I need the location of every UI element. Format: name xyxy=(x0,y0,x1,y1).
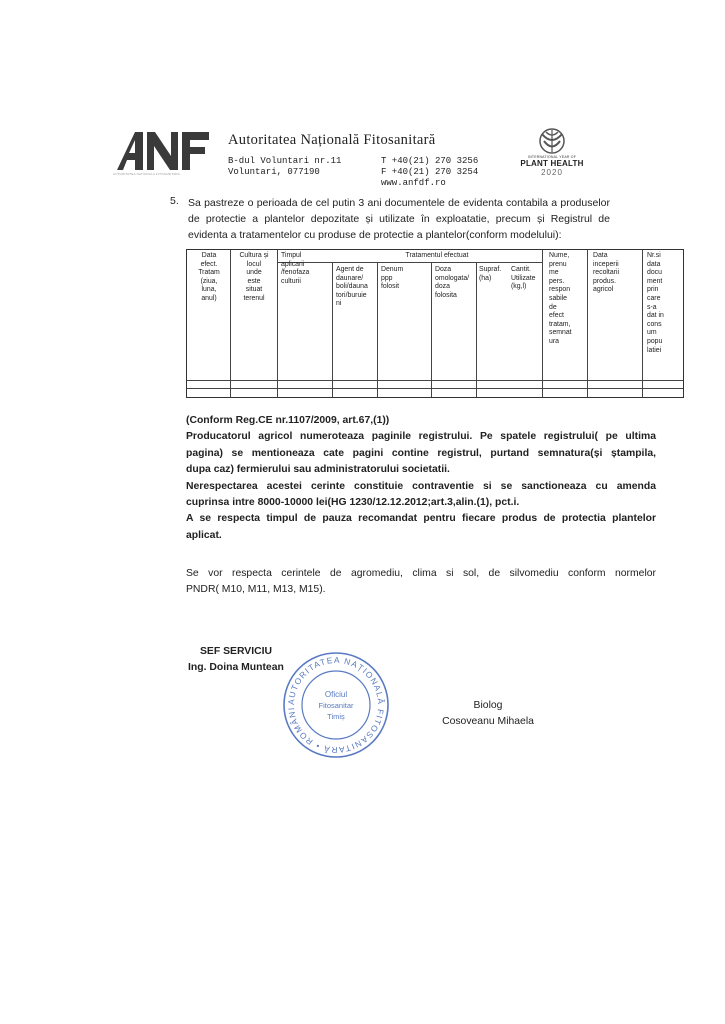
table-divider xyxy=(332,262,333,397)
table-divider xyxy=(431,262,432,397)
table-header-date: Data efect. Tratam (ziua, luna, anul) xyxy=(198,252,220,302)
agro-note-line: PNDR( M10, M11, M13, M15). xyxy=(186,584,326,596)
register-note-line: Producatorul agricol numeroteaza paginile registrului. Pe spatele registrului( pe ultima xyxy=(186,431,656,443)
logo-subtext: AUTORITATEA NATIONALA FITOSANITARA xyxy=(113,172,180,176)
plant-health-leaf-icon xyxy=(530,128,574,154)
pause-note-line: A se respecta timpul de pauza recomandat pentru fiecare produs de protectia plantelor xyxy=(186,513,656,525)
regulation-notes xyxy=(186,413,656,544)
item-5-line: Sa pastreze o perioada de cel putin 3 ani documentele de evidenta contabila a produselor xyxy=(188,197,610,209)
table-header-agent: Agent de daunare/ boli/dauna tori/buruie ni xyxy=(336,266,368,308)
plant-health-main: PLANT HEALTH xyxy=(520,159,584,168)
table-header-document: Nr.si data docu ment prin care s-a dat in cons um popu latiei xyxy=(647,252,664,354)
item-5-line: evidenta a tratamentelor cu produse de protectie a plantelor(conform modelului): xyxy=(188,229,562,241)
pause-note-line: aplicat. xyxy=(186,529,222,541)
stamp-ring-text: AUTORITATEA NAȚIONALĂ FITOSANITARĂ • ROMÂNI xyxy=(285,654,387,756)
table-header-surface: Supraf. (ha) xyxy=(479,266,502,282)
contact-block xyxy=(381,156,478,189)
table-divider xyxy=(277,250,278,397)
agro-note-line: Se vor respecta cerintele de agromediu, clima si sol, de silvomediu conform normelor xyxy=(186,568,656,579)
table-header-quantity: Cantit. Utilizate (kg,l) xyxy=(511,266,536,291)
address-line-1: B-dul Voluntari nr.11 xyxy=(228,156,342,166)
stamp-line-3: Timiș xyxy=(327,712,345,721)
treatment-register-table xyxy=(186,249,684,398)
item-5-text xyxy=(188,195,610,243)
table-header-treatment-group: Tratamentul efectuat xyxy=(405,252,469,259)
plant-health-badge xyxy=(512,155,592,178)
agro-environment-note xyxy=(186,566,656,599)
table-header-crop: Cultura și locul unde este situat terenul xyxy=(239,252,269,302)
signature-right-title: Biolog xyxy=(473,700,503,711)
table-header-harvest: Data inceperii recoltarii produs. agricol xyxy=(593,252,620,294)
phone-number: T +40(21) 270 3256 xyxy=(381,156,479,166)
signature-right xyxy=(428,698,548,730)
official-stamp xyxy=(282,651,390,759)
address-line-2: Voluntari, 077190 xyxy=(228,167,320,177)
signature-left-name: Ing. Doina Muntean xyxy=(188,662,284,673)
table-header-dose: Doza omologata/ doza folosita xyxy=(435,266,470,299)
signature-right-name: Cosoveanu Mihaela xyxy=(442,716,534,727)
plant-health-year: 2020 xyxy=(541,168,563,177)
table-header-timing: Timpul aplicarii /fenofaza culturii xyxy=(281,252,310,285)
item-number: 5. xyxy=(170,195,179,207)
penalty-note-line: Nerespectarea acestei cerinte constituie contraventie si se sanctioneaza cu amenda xyxy=(186,480,656,492)
table-header-responsible: Nume, prenu me pers. respon sabile de efect tratam, semnat ura xyxy=(549,252,572,345)
anf-logo xyxy=(113,126,215,176)
table-divider xyxy=(587,250,588,397)
item-5-line: de protectie a plantelor depozitate și utilizate în exploatatie, precum și Registrul de xyxy=(188,213,610,225)
website-link[interactable]: www.anfdf.ro xyxy=(381,178,446,188)
stamp-line-2: Fitosanitar xyxy=(318,701,354,710)
plant-health-top: INTERNATIONAL YEAR OF xyxy=(527,155,577,159)
fax-number: F +40(21) 270 3254 xyxy=(381,167,479,177)
table-divider xyxy=(187,388,683,389)
table-divider xyxy=(187,380,683,381)
org-title: Autoritatea Națională Fitosanitară xyxy=(228,132,436,148)
signature-left xyxy=(188,644,284,676)
address-block xyxy=(228,156,341,178)
table-header-product: Denum ppp folosit xyxy=(381,266,404,291)
register-note-line: pagina) se mentioneaza cate pagini contine registrul, purtand semnatura(și ștampila, xyxy=(186,447,656,459)
penalty-note-line: cuprinsa intre 8000-10000 lei(HG 1230/12.12.2012;art.3,alin.(1), pct.i. xyxy=(186,497,520,509)
stamp-line-1: Oficiul xyxy=(324,690,348,699)
signature-left-title: SEF SERVICIU xyxy=(200,646,272,657)
regulation-reference: (Conform Reg.CE nr.1107/2009, art.67,(1)) xyxy=(186,415,390,426)
table-divider xyxy=(542,250,543,397)
register-note-line: dupa caz) fermierului sau administratorului societatii. xyxy=(186,464,450,476)
